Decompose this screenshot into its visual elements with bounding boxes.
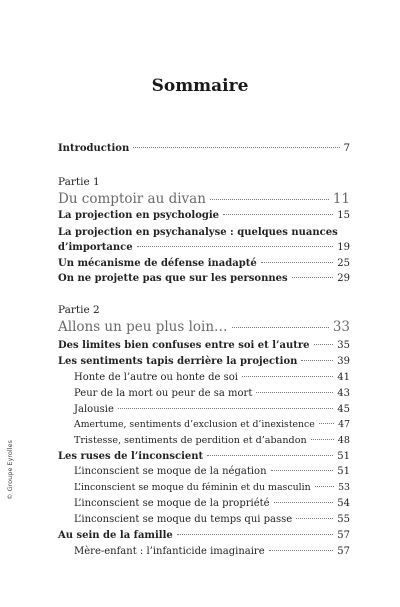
toc-page-number: 29 xyxy=(337,273,350,284)
toc-entry[interactable] xyxy=(58,340,350,352)
toc-page-number: 19 xyxy=(337,242,350,253)
dot-leader xyxy=(292,277,334,278)
toc-entry[interactable] xyxy=(58,210,350,222)
dot-leader xyxy=(242,376,333,377)
page-title: Sommaire xyxy=(151,76,249,96)
toc-page-number: 11 xyxy=(332,191,350,207)
toc-label: Du comptoir au divan xyxy=(58,191,206,207)
copyright-notice: © Groupe Eyrolles xyxy=(6,440,14,500)
toc-label: Jalousie xyxy=(74,404,114,415)
dot-leader xyxy=(315,486,334,487)
part-label: Partie 1 xyxy=(58,176,100,188)
toc-page-number: 45 xyxy=(337,404,350,415)
dot-leader xyxy=(296,518,333,519)
part-label: Partie 2 xyxy=(58,304,100,316)
toc-subentry[interactable] xyxy=(58,404,350,416)
toc-entry[interactable] xyxy=(58,530,350,542)
toc-entry-introduction[interactable] xyxy=(58,143,350,155)
dot-leader xyxy=(207,455,333,456)
toc-label: Honte de l’autre ou honte de soi xyxy=(74,372,238,383)
toc-page-number: 47 xyxy=(338,419,350,430)
toc-subentry[interactable] xyxy=(58,388,350,400)
dot-leader xyxy=(274,502,334,503)
toc-label: Peur de la mort ou peur de sa mort xyxy=(74,388,253,399)
toc-entry[interactable] xyxy=(58,242,350,254)
toc-label: Les ruses de l’inconscient xyxy=(58,451,204,462)
toc-page-number: 15 xyxy=(337,210,350,221)
toc-label: L’inconscient se moque de la négation xyxy=(74,466,267,477)
toc-label: Mère-enfant : l’infanticide imaginaire xyxy=(74,546,265,557)
dot-leader xyxy=(269,550,334,551)
dot-leader xyxy=(319,423,334,424)
dot-leader xyxy=(210,199,329,200)
toc-page-number: 53 xyxy=(338,482,350,493)
toc-label: d’importance xyxy=(58,242,133,253)
toc-page-number: 33 xyxy=(332,319,350,335)
toc-page-number: 7 xyxy=(343,143,350,154)
toc-label: L’inconscient se moque de la propriété xyxy=(74,498,270,509)
toc-label: Des limites bien confuses entre soi et l’autre xyxy=(58,340,310,351)
toc-label: La projection en psychologie xyxy=(58,210,220,221)
dot-leader xyxy=(223,214,333,215)
dot-leader xyxy=(261,262,334,263)
toc-label: Un mécanisme de défense inadapté xyxy=(58,258,257,269)
dot-leader xyxy=(271,470,334,471)
toc-label: On ne projette pas que sur les personnes xyxy=(58,273,288,284)
toc-entry[interactable] xyxy=(58,258,350,270)
toc-page-number: 35 xyxy=(337,340,350,351)
toc-entry-part-heading[interactable] xyxy=(58,193,350,205)
toc-subentry[interactable] xyxy=(58,466,350,478)
toc-subentry[interactable] xyxy=(58,482,350,494)
toc-subentry[interactable] xyxy=(58,498,350,510)
toc-entry[interactable] xyxy=(58,273,350,285)
dot-leader xyxy=(314,344,334,345)
toc-label: Allons un peu plus loin… xyxy=(58,319,228,335)
toc-entry-part-heading[interactable] xyxy=(58,321,350,333)
dot-leader xyxy=(311,439,334,440)
toc-entry[interactable] xyxy=(58,356,350,368)
toc-page-number: 25 xyxy=(337,258,350,269)
toc-page-number: 57 xyxy=(337,530,350,541)
toc-subentry[interactable] xyxy=(58,435,350,447)
toc-label: Tristesse, sentiments de perdition et d’abandon xyxy=(74,435,307,446)
toc-subentry[interactable] xyxy=(58,546,350,558)
toc-subentry[interactable] xyxy=(58,419,350,431)
toc-page-number: 39 xyxy=(337,356,350,367)
toc-page-number: 41 xyxy=(337,372,350,383)
toc-page-number: 51 xyxy=(337,451,350,462)
toc-page-number: 55 xyxy=(337,514,350,525)
toc-subentry[interactable] xyxy=(58,514,350,526)
toc-page-number: 48 xyxy=(337,435,350,446)
toc-label: L’inconscient se moque du féminin et du masculin xyxy=(74,482,311,493)
dot-leader xyxy=(256,392,333,393)
toc-label: L’inconscient se moque du temps qui passe xyxy=(74,514,293,525)
toc-page-number: 57 xyxy=(337,546,350,557)
toc-label: Amertume, sentiments d’exclusion et d’inexistence xyxy=(74,419,315,430)
dot-leader xyxy=(177,534,333,535)
dot-leader xyxy=(301,360,333,361)
toc-label: Au sein de la famille xyxy=(58,530,173,541)
toc-page-number: 43 xyxy=(337,388,350,399)
dot-leader xyxy=(232,327,329,328)
dot-leader xyxy=(133,147,339,148)
toc-page-number: 51 xyxy=(337,466,350,477)
dot-leader xyxy=(118,408,333,409)
dot-leader xyxy=(137,246,334,247)
toc-subentry[interactable] xyxy=(58,372,350,384)
toc-label: Les sentiments tapis derrière la projection xyxy=(58,356,298,367)
toc-label: Introduction xyxy=(58,143,130,154)
toc-entry[interactable] xyxy=(58,451,350,463)
toc-page-number: 54 xyxy=(337,498,350,509)
toc-entry-line1[interactable]: La projection en psychanalyse : quelques nuances xyxy=(58,227,338,238)
